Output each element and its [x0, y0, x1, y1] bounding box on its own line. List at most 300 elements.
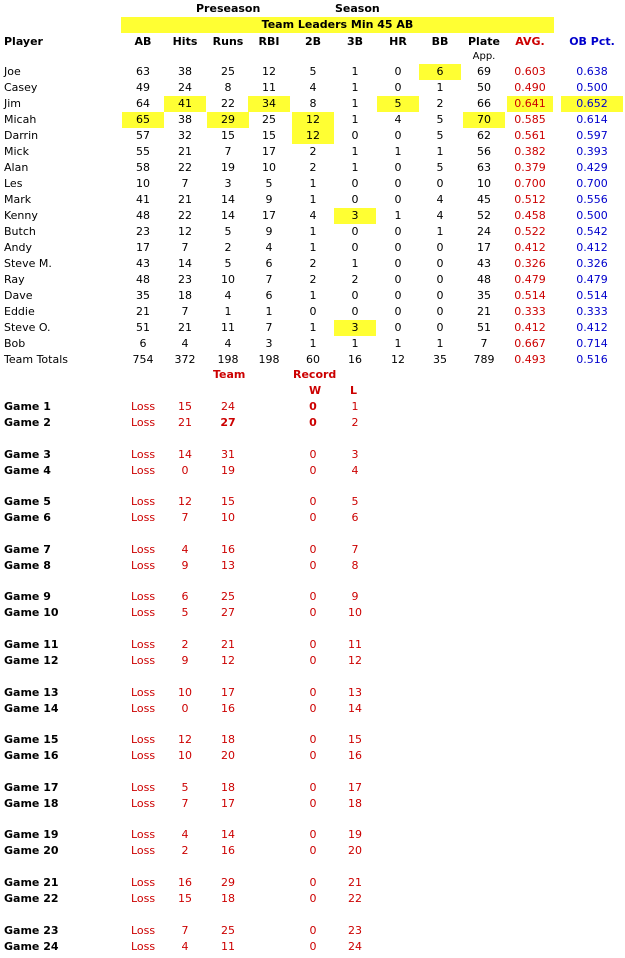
game-wins: 0: [309, 939, 317, 953]
game-their-score: 20: [221, 749, 235, 763]
stat-cell: 0: [394, 241, 402, 254]
player-name: Kenny: [4, 209, 38, 222]
game-result: Loss: [131, 400, 156, 413]
stat-cell: 49: [136, 81, 150, 94]
col-header-hits: Hits: [172, 35, 198, 48]
game-their-score: 10: [221, 511, 235, 525]
stat-cell: 0.500: [576, 209, 608, 222]
game-name: Game 21: [4, 876, 59, 889]
stat-cell: 70: [477, 113, 491, 126]
stat-cell: 0: [351, 129, 359, 142]
stat-cell: 0.714: [576, 337, 608, 350]
plate-app-subheader: App.: [472, 51, 496, 62]
stat-cell: 1: [436, 225, 444, 238]
stat-cell: 23: [178, 273, 192, 286]
stat-cell: 0: [394, 161, 402, 174]
stat-cell: 7: [265, 273, 273, 286]
game-our-score: 2: [181, 844, 189, 858]
game-result: Loss: [131, 558, 156, 572]
stat-cell: 65: [136, 113, 150, 126]
game-their-score: 16: [221, 542, 235, 556]
stat-cell: 17: [262, 209, 276, 222]
stat-cell: 1: [436, 81, 444, 94]
game-their-score: 17: [221, 685, 235, 699]
game-losses: 1: [351, 400, 359, 413]
col-header-ab: AB: [134, 35, 152, 48]
game-name: Game 12: [4, 654, 59, 667]
stat-cell: 0: [436, 289, 444, 302]
game-wins: 0: [309, 495, 317, 509]
stat-cell: 2: [309, 257, 317, 270]
stat-cell: 10: [136, 177, 150, 190]
game-their-score: 18: [221, 733, 235, 747]
stat-cell: 7: [181, 241, 189, 254]
game-wins: 0: [309, 876, 317, 889]
stat-cell: 198: [258, 353, 280, 366]
stat-cell: 17: [262, 145, 276, 158]
game-losses: 12: [348, 654, 362, 667]
player-name: Micah: [4, 113, 37, 126]
game-their-score: 11: [221, 939, 235, 953]
game-name: Game 2: [4, 416, 51, 429]
game-their-score: 14: [221, 828, 235, 842]
stat-cell: 63: [477, 161, 491, 174]
stat-cell: 0.379: [514, 161, 546, 174]
stat-cell: 7: [224, 145, 232, 158]
game-name: Game 1: [4, 400, 51, 413]
stat-cell: 38: [178, 113, 192, 126]
stat-cell: 6: [265, 257, 273, 270]
games-record-header: Record: [293, 368, 337, 381]
player-name: Mark: [4, 193, 32, 206]
game-result: Loss: [131, 495, 156, 509]
game-our-score: 15: [178, 400, 192, 413]
stat-cell: 63: [136, 65, 150, 78]
game-losses: 7: [351, 542, 359, 556]
stat-cell: 0.458: [514, 209, 546, 222]
stat-cell: 0.641: [514, 97, 546, 110]
game-wins: 0: [309, 606, 317, 620]
game-their-score: 29: [221, 876, 235, 889]
stat-cell: 1: [436, 145, 444, 158]
stat-cell: 0: [394, 129, 402, 142]
player-name: Eddie: [4, 305, 35, 318]
game-our-score: 7: [181, 923, 189, 937]
game-their-score: 18: [221, 780, 235, 794]
stat-cell: 10: [477, 177, 491, 190]
game-wins: 0: [309, 400, 317, 413]
stat-cell: 9: [265, 225, 273, 238]
game-losses: 23: [348, 923, 362, 937]
stat-cell: 1: [309, 177, 317, 190]
stat-cell: 21: [178, 321, 192, 334]
stat-cell: 0.516: [576, 353, 608, 366]
player-name: Steve O.: [4, 321, 51, 334]
game-our-score: 15: [178, 892, 192, 905]
game-our-score: 5: [181, 606, 189, 620]
stat-cell: 11: [262, 81, 276, 94]
team-leaders-banner: Team Leaders Min 45 AB: [121, 17, 554, 33]
stat-cell: 21: [477, 305, 491, 318]
stat-cell: 0: [436, 321, 444, 334]
player-name: Alan: [4, 161, 29, 174]
stat-cell: 6: [139, 337, 147, 350]
stat-cell: 1: [309, 321, 317, 334]
player-name: Jim: [4, 97, 22, 110]
game-wins: 0: [309, 923, 317, 937]
game-wins: 0: [309, 654, 317, 667]
stat-cell: 3: [265, 337, 273, 350]
game-wins: 0: [309, 828, 317, 842]
stat-cell: 2: [351, 273, 359, 286]
stat-cell: 50: [477, 81, 491, 94]
stat-cell: 4: [224, 289, 232, 302]
stat-cell: 4: [181, 337, 189, 350]
game-our-score: 6: [181, 590, 189, 604]
player-name: Casey: [4, 81, 38, 94]
stat-cell: 55: [136, 145, 150, 158]
stat-cell: 1: [394, 145, 402, 158]
stat-cell: 5: [436, 113, 444, 126]
stat-cell: 0: [351, 225, 359, 238]
stat-cell: 12: [391, 353, 405, 366]
game-result: Loss: [131, 844, 156, 858]
game-their-score: 27: [221, 606, 235, 620]
stat-cell: 14: [178, 257, 192, 270]
stat-cell: 198: [217, 353, 239, 366]
game-our-score: 12: [178, 733, 192, 747]
game-their-score: 24: [221, 400, 235, 413]
stat-cell: 58: [136, 161, 150, 174]
stat-cell: 0: [436, 241, 444, 254]
col-header-hr: HR: [389, 35, 407, 48]
player-name: Mick: [4, 145, 29, 158]
stat-cell: 1: [351, 97, 359, 110]
stat-cell: 0.700: [514, 177, 546, 190]
stat-cell: 0: [351, 289, 359, 302]
game-wins: 0: [309, 511, 317, 525]
stat-cell: 23: [136, 225, 150, 238]
stat-cell: 1: [351, 161, 359, 174]
stat-cell: 0: [394, 225, 402, 238]
stat-cell: 22: [221, 97, 235, 110]
stat-cell: 0: [394, 177, 402, 190]
game-wins: 0: [309, 416, 317, 429]
stat-cell: 12: [306, 113, 320, 126]
game-result: Loss: [131, 939, 156, 953]
stat-cell: 0: [394, 257, 402, 270]
stat-cell: 0.493: [514, 353, 546, 366]
stat-cell: 45: [477, 193, 491, 206]
stat-cell: 1: [351, 145, 359, 158]
stat-cell: 8: [224, 81, 232, 94]
stat-cell: 3: [224, 177, 232, 190]
stat-cell: 6: [265, 289, 273, 302]
stat-cell: 5: [224, 257, 232, 270]
stat-cell: 18: [178, 289, 192, 302]
stat-cell: 43: [477, 257, 491, 270]
stat-cell: 62: [477, 129, 491, 142]
game-name: Game 22: [4, 892, 59, 905]
game-name: Game 23: [4, 923, 59, 937]
game-our-score: 4: [181, 939, 189, 953]
game-wins: 0: [309, 685, 317, 699]
stat-cell: 64: [136, 97, 150, 110]
stat-cell: 7: [265, 321, 273, 334]
stat-cell: 14: [221, 209, 235, 222]
stat-cell: 21: [136, 305, 150, 318]
player-name: Ray: [4, 273, 25, 286]
stat-cell: 0: [394, 81, 402, 94]
stat-cell: 1: [265, 305, 273, 318]
col-header-3b: 3B: [346, 35, 364, 48]
game-their-score: 27: [220, 416, 236, 429]
game-name: Game 11: [4, 638, 59, 651]
stat-cell: 41: [136, 193, 150, 206]
game-wins: 0: [309, 558, 317, 572]
game-name: Game 17: [4, 780, 59, 794]
stat-cell: 1: [224, 305, 232, 318]
game-their-score: 15: [221, 495, 235, 509]
game-losses: 15: [348, 733, 362, 747]
stat-cell: 21: [178, 193, 192, 206]
stat-cell: 0.514: [514, 289, 546, 302]
game-our-score: 4: [181, 542, 189, 556]
stat-cell: 0.479: [576, 273, 608, 286]
stat-cell: 754: [132, 353, 154, 366]
game-name: Game 10: [4, 606, 59, 620]
stat-cell: 4: [436, 209, 444, 222]
stat-cell: 24: [477, 225, 491, 238]
stat-cell: 0.429: [576, 161, 608, 174]
stat-cell: 9: [265, 193, 273, 206]
game-losses: 5: [351, 495, 359, 509]
stat-cell: 1: [351, 65, 359, 78]
player-name: Joe: [4, 65, 21, 78]
stat-cell: 0.561: [514, 129, 546, 142]
stat-cell: 22: [178, 161, 192, 174]
stat-cell: 25: [262, 113, 276, 126]
game-wins: 0: [309, 892, 317, 905]
game-result: Loss: [131, 796, 156, 810]
stat-cell: 7: [480, 337, 488, 350]
game-losses: 3: [351, 447, 359, 461]
game-losses: 4: [351, 463, 359, 477]
game-wins: 0: [309, 780, 317, 794]
game-result: Loss: [131, 749, 156, 763]
game-their-score: 19: [221, 463, 235, 477]
stat-cell: 0.514: [576, 289, 608, 302]
stat-cell: 5: [394, 97, 402, 110]
stat-cell: 0.638: [576, 65, 608, 78]
stat-cell: 0.652: [576, 97, 608, 110]
stat-cell: 25: [221, 65, 235, 78]
stat-cell: 12: [262, 65, 276, 78]
season-label: Season: [335, 2, 380, 15]
game-our-score: 10: [178, 749, 192, 763]
stat-cell: 4: [224, 337, 232, 350]
stat-cell: 0.333: [514, 305, 546, 318]
game-their-score: 18: [221, 892, 235, 905]
player-name: Dave: [4, 289, 33, 302]
game-losses: 11: [348, 638, 362, 651]
stat-cell: 0.412: [514, 241, 546, 254]
stat-cell: 43: [136, 257, 150, 270]
game-result: Loss: [131, 828, 156, 842]
stat-cell: 0.603: [514, 65, 546, 78]
stat-cell: 0.326: [576, 257, 608, 270]
stat-cell: 8: [309, 97, 317, 110]
game-result: Loss: [131, 511, 156, 525]
col-header-bb: BB: [431, 35, 449, 48]
game-their-score: 12: [221, 654, 235, 667]
game-their-score: 16: [221, 844, 235, 858]
stat-cell: 66: [477, 97, 491, 110]
game-name: Game 20: [4, 844, 59, 858]
stat-cell: 35: [433, 353, 447, 366]
game-losses: 2: [351, 416, 359, 429]
stat-cell: 1: [351, 81, 359, 94]
stat-cell: 0.412: [514, 321, 546, 334]
stat-cell: 2: [309, 273, 317, 286]
stat-cell: 35: [136, 289, 150, 302]
game-wins: 0: [309, 463, 317, 477]
games-team-header: Team: [213, 368, 246, 381]
stat-cell: 24: [178, 81, 192, 94]
stat-cell: 0.585: [514, 113, 546, 126]
stat-cell: 1: [309, 193, 317, 206]
stat-cell: 12: [178, 225, 192, 238]
stat-cell: 3: [351, 321, 359, 334]
stat-cell: 0.542: [576, 225, 608, 238]
stat-cell: 1: [309, 289, 317, 302]
game-our-score: 12: [178, 495, 192, 509]
stat-cell: 22: [178, 209, 192, 222]
stat-cell: 0.490: [514, 81, 546, 94]
stat-cell: 5: [224, 225, 232, 238]
game-our-score: 4: [181, 828, 189, 842]
game-name: Game 15: [4, 733, 59, 747]
game-result: Loss: [131, 733, 156, 747]
stat-cell: 372: [174, 353, 196, 366]
game-losses: 9: [351, 590, 359, 604]
game-our-score: 14: [178, 447, 192, 461]
game-their-score: 17: [221, 796, 235, 810]
stat-cell: 32: [178, 129, 192, 142]
game-losses: 14: [348, 701, 362, 715]
stat-cell: 0: [394, 305, 402, 318]
game-our-score: 10: [178, 685, 192, 699]
game-result: Loss: [131, 463, 156, 477]
game-losses: 20: [348, 844, 362, 858]
game-wins: 0: [309, 701, 317, 715]
game-their-score: 21: [221, 638, 235, 651]
game-name: Game 7: [4, 542, 51, 556]
stat-cell: 0.700: [576, 177, 608, 190]
game-our-score: 0: [181, 701, 189, 715]
game-their-score: 16: [221, 701, 235, 715]
stat-cell: 69: [477, 65, 491, 78]
stat-cell: 4: [436, 193, 444, 206]
stat-cell: 51: [136, 321, 150, 334]
stat-cell: 5: [436, 129, 444, 142]
stat-cell: 16: [348, 353, 362, 366]
game-our-score: 5: [181, 780, 189, 794]
stat-cell: 1: [351, 257, 359, 270]
stat-cell: 48: [136, 209, 150, 222]
stat-cell: 1: [394, 209, 402, 222]
stat-cell: 0: [394, 65, 402, 78]
player-name: Team Totals: [4, 353, 68, 366]
col-header-ob-pct-: OB Pct.: [569, 35, 615, 48]
game-name: Game 16: [4, 749, 59, 763]
game-our-score: 7: [181, 796, 189, 810]
stat-cell: 5: [309, 65, 317, 78]
stat-cell: 48: [136, 273, 150, 286]
stat-cell: 41: [178, 97, 192, 110]
game-our-score: 7: [181, 511, 189, 525]
game-result: Loss: [131, 685, 156, 699]
game-name: Game 14: [4, 701, 59, 715]
stat-cell: 4: [394, 113, 402, 126]
game-result: Loss: [131, 923, 156, 937]
stat-cell: 0.667: [514, 337, 546, 350]
game-losses: 16: [348, 749, 362, 763]
game-our-score: 16: [178, 876, 192, 889]
stat-cell: 0: [436, 177, 444, 190]
stat-cell: 0.412: [576, 321, 608, 334]
game-wins: 0: [309, 844, 317, 858]
game-name: Game 6: [4, 511, 51, 525]
game-losses: 6: [351, 511, 359, 525]
game-losses: 21: [348, 876, 362, 889]
stat-cell: 29: [221, 113, 235, 126]
stat-cell: 10: [262, 161, 276, 174]
game-name: Game 19: [4, 828, 59, 842]
stat-cell: 0.597: [576, 129, 608, 142]
stat-cell: 0: [394, 193, 402, 206]
game-their-score: 25: [221, 923, 235, 937]
game-name: Game 13: [4, 685, 59, 699]
game-result: Loss: [131, 447, 156, 461]
stat-cell: 0: [394, 289, 402, 302]
stat-cell: 17: [136, 241, 150, 254]
col-header-rbi: RBI: [258, 35, 280, 48]
stat-cell: 4: [265, 241, 273, 254]
col-header-plate: Plate: [468, 35, 500, 48]
stat-cell: 789: [473, 353, 495, 366]
stat-cell: 35: [477, 289, 491, 302]
game-losses: 13: [348, 685, 362, 699]
stat-cell: 0.556: [576, 193, 608, 206]
stat-cell: 51: [477, 321, 491, 334]
stat-cell: 0.479: [514, 273, 546, 286]
player-name: Steve M.: [4, 257, 52, 270]
stat-cell: 48: [477, 273, 491, 286]
stat-cell: 4: [309, 209, 317, 222]
col-header-runs: Runs: [212, 35, 244, 48]
stat-cell: 11: [221, 321, 235, 334]
stat-cell: 0.512: [514, 193, 546, 206]
game-result: Loss: [131, 876, 156, 889]
stat-cell: 2: [309, 145, 317, 158]
stat-cell: 56: [477, 145, 491, 158]
game-result: Loss: [131, 606, 156, 620]
stat-cell: 0.614: [576, 113, 608, 126]
stat-cell: 0.393: [576, 145, 608, 158]
stat-cell: 7: [181, 177, 189, 190]
stat-cell: 2: [309, 161, 317, 174]
